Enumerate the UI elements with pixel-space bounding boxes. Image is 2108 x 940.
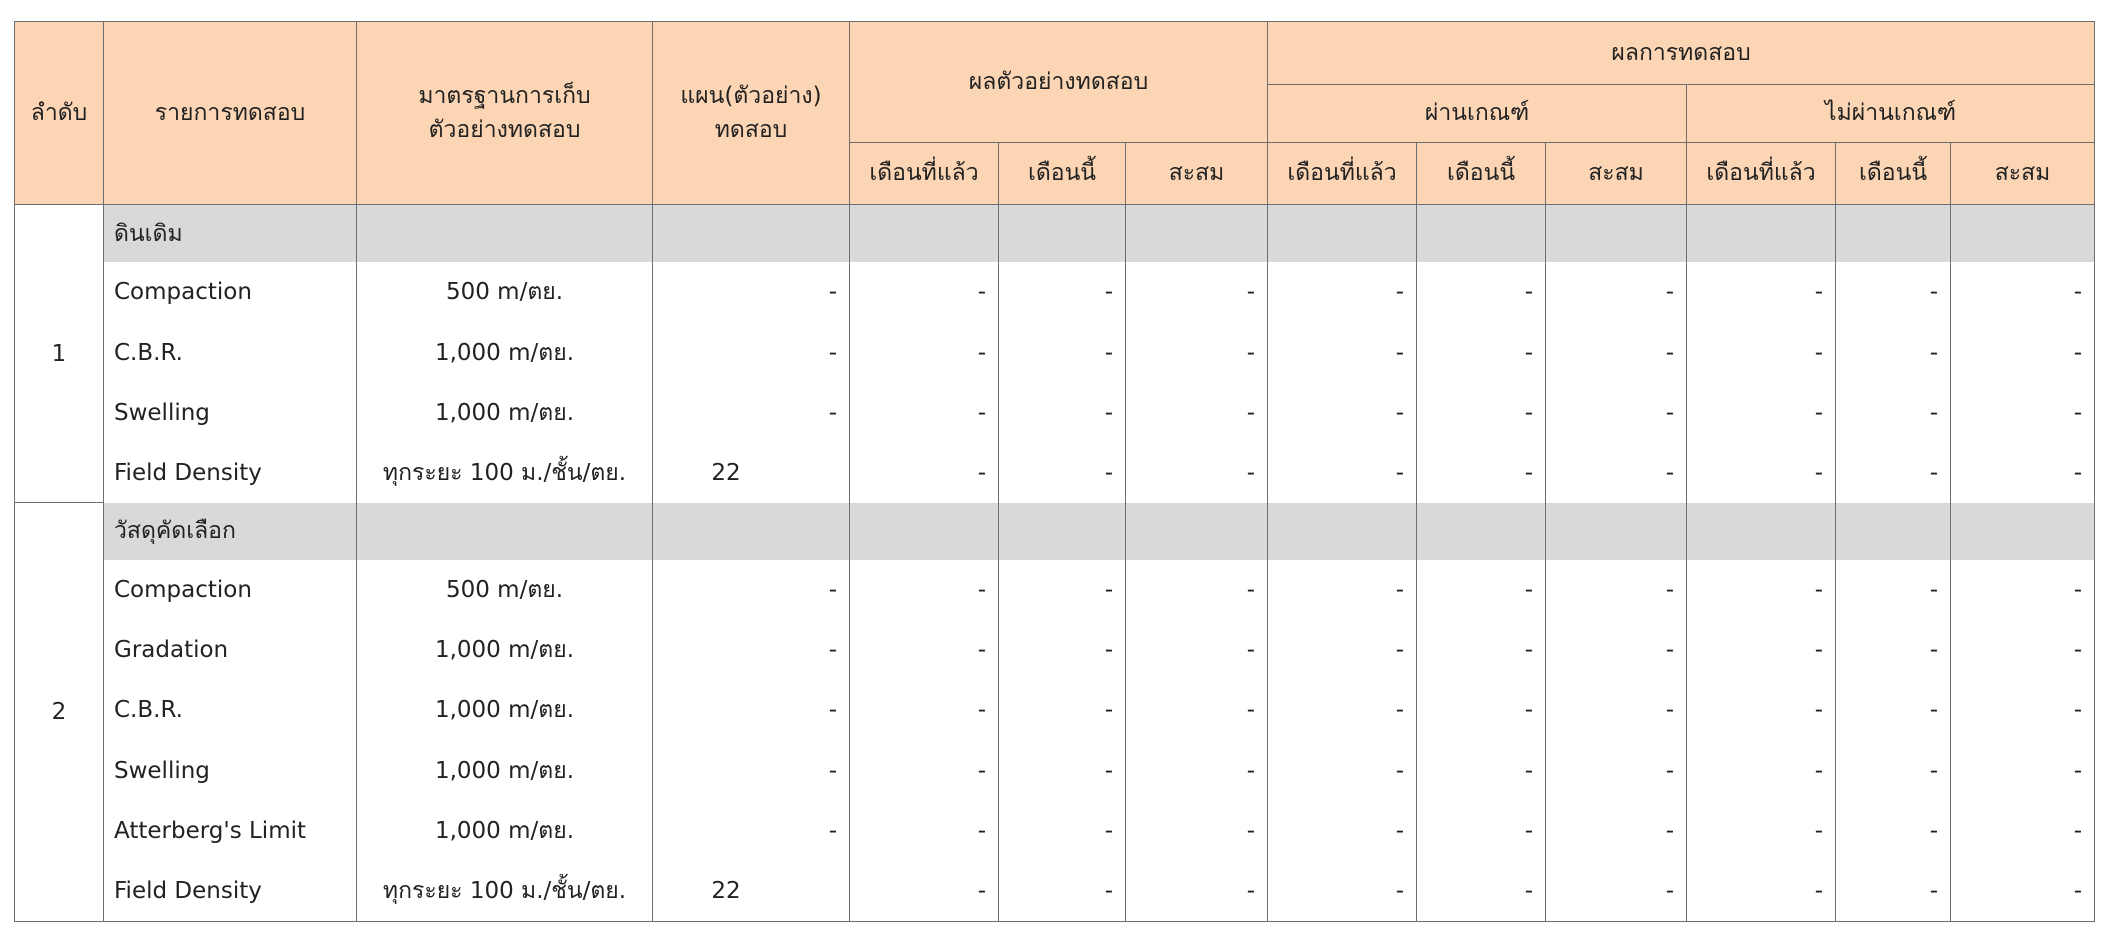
result-value: - bbox=[1417, 383, 1546, 443]
result-value: - bbox=[1836, 262, 1951, 322]
header-pass-this-month: เดือนนี้ bbox=[1417, 143, 1546, 205]
result-value: - bbox=[1836, 383, 1951, 443]
plan-value: - bbox=[653, 322, 850, 382]
result-value: - bbox=[1268, 741, 1417, 801]
group-blank-cell bbox=[1546, 205, 1687, 263]
result-value: - bbox=[1687, 861, 1836, 922]
result-value: - bbox=[1951, 443, 2095, 503]
result-value: - bbox=[1268, 861, 1417, 922]
group-blank-cell bbox=[1417, 205, 1546, 263]
result-value: - bbox=[1417, 861, 1546, 922]
result-value: - bbox=[1687, 620, 1836, 680]
result-value: - bbox=[850, 741, 999, 801]
header-standard bbox=[357, 22, 653, 205]
group-blank-cell bbox=[850, 503, 999, 560]
result-value: - bbox=[1546, 383, 1687, 443]
group-blank-cell bbox=[1126, 205, 1268, 263]
result-value: - bbox=[1951, 741, 2095, 801]
result-value: - bbox=[1687, 443, 1836, 503]
result-value: - bbox=[1546, 560, 1687, 620]
result-value: - bbox=[1268, 680, 1417, 740]
table-row bbox=[15, 560, 2095, 620]
group-blank-cell bbox=[1687, 205, 1836, 263]
group-name: วัสดุคัดเลือก bbox=[104, 503, 357, 560]
result-value: - bbox=[999, 741, 1126, 801]
header-standard-line1: มาตรฐานการเก็บ bbox=[418, 82, 591, 109]
result-value: - bbox=[850, 383, 999, 443]
table-header bbox=[15, 22, 2095, 205]
sampling-standard: 1,000 m/ตย. bbox=[357, 680, 653, 740]
table-row bbox=[15, 620, 2095, 680]
result-value: - bbox=[1951, 861, 2095, 922]
table-row bbox=[15, 322, 2095, 382]
group-index: 2 bbox=[15, 503, 104, 922]
test-name: Compaction bbox=[104, 560, 357, 620]
result-value: - bbox=[1951, 383, 2095, 443]
header-test-item: รายการทดสอบ bbox=[104, 22, 357, 205]
result-value: - bbox=[1836, 560, 1951, 620]
result-value: - bbox=[999, 560, 1126, 620]
header-fail-last-month: เดือนที่แล้ว bbox=[1687, 143, 1836, 205]
result-value: - bbox=[1268, 801, 1417, 861]
result-value: - bbox=[850, 801, 999, 861]
result-value: - bbox=[1687, 680, 1836, 740]
sampling-standard: 1,000 m/ตย. bbox=[357, 801, 653, 861]
result-value: - bbox=[850, 680, 999, 740]
result-value: - bbox=[999, 383, 1126, 443]
sampling-standard: 1,000 m/ตย. bbox=[357, 322, 653, 382]
result-value: - bbox=[1417, 322, 1546, 382]
result-value: - bbox=[999, 620, 1126, 680]
group-blank-cell bbox=[1951, 503, 2095, 560]
result-value: - bbox=[1126, 680, 1268, 740]
result-value: - bbox=[1417, 262, 1546, 322]
group-name: ดินเดิม bbox=[104, 205, 357, 263]
result-value: - bbox=[1268, 322, 1417, 382]
result-value: - bbox=[1546, 680, 1687, 740]
result-value: - bbox=[1951, 560, 2095, 620]
header-sample-this-month: เดือนนี้ bbox=[999, 143, 1126, 205]
result-value: - bbox=[1126, 262, 1268, 322]
result-value: - bbox=[1268, 620, 1417, 680]
result-value: - bbox=[1546, 262, 1687, 322]
result-value: - bbox=[1836, 680, 1951, 740]
result-value: - bbox=[1126, 322, 1268, 382]
group-blank-cell bbox=[1268, 205, 1417, 263]
table-row bbox=[15, 801, 2095, 861]
plan-value: - bbox=[653, 801, 850, 861]
plan-value: - bbox=[653, 560, 850, 620]
table-row bbox=[15, 383, 2095, 443]
sampling-standard: ทุกระยะ 100 ม./ชั้น/ตย. bbox=[357, 861, 653, 922]
test-name: Field Density bbox=[104, 861, 357, 922]
test-name: C.B.R. bbox=[104, 322, 357, 382]
sampling-standard: 1,000 m/ตย. bbox=[357, 383, 653, 443]
header-plan-line2: ทดสอบ bbox=[714, 117, 788, 143]
result-value: - bbox=[1546, 861, 1687, 922]
test-name: Compaction bbox=[104, 262, 357, 322]
header-sample-last-month: เดือนที่แล้ว bbox=[850, 143, 999, 205]
result-value: - bbox=[1546, 741, 1687, 801]
result-value: - bbox=[1417, 741, 1546, 801]
result-value: - bbox=[1417, 801, 1546, 861]
group-index: 1 bbox=[15, 205, 104, 503]
result-value: - bbox=[1951, 680, 2095, 740]
test-name: Atterberg's Limit bbox=[104, 801, 357, 861]
test-name: Swelling bbox=[104, 741, 357, 801]
header-test-results: ผลการทดสอบ bbox=[1268, 22, 2095, 85]
group-blank-cell bbox=[1417, 503, 1546, 560]
result-value: - bbox=[1836, 801, 1951, 861]
plan-value: - bbox=[653, 383, 850, 443]
test-name: Gradation bbox=[104, 620, 357, 680]
plan-value: 22 bbox=[653, 443, 850, 503]
result-value: - bbox=[1268, 443, 1417, 503]
result-value: - bbox=[1687, 801, 1836, 861]
result-value: - bbox=[999, 801, 1126, 861]
table-row bbox=[15, 680, 2095, 740]
result-value: - bbox=[1836, 861, 1951, 922]
result-value: - bbox=[999, 861, 1126, 922]
result-value: - bbox=[1546, 620, 1687, 680]
result-value: - bbox=[1126, 801, 1268, 861]
group-blank-cell bbox=[850, 205, 999, 263]
result-value: - bbox=[1126, 560, 1268, 620]
result-value: - bbox=[1836, 443, 1951, 503]
group-blank-cell bbox=[653, 503, 850, 560]
result-value: - bbox=[850, 262, 999, 322]
header-fail: ไม่ผ่านเกณฑ์ bbox=[1687, 85, 2095, 143]
group-blank-cell bbox=[1268, 503, 1417, 560]
result-value: - bbox=[1126, 861, 1268, 922]
plan-value: - bbox=[653, 741, 850, 801]
table-row bbox=[15, 741, 2095, 801]
result-value: - bbox=[999, 443, 1126, 503]
result-value: - bbox=[1268, 560, 1417, 620]
result-value: - bbox=[1417, 680, 1546, 740]
header-fail-cumulative: สะสม bbox=[1951, 143, 2095, 205]
header-index: ลำดับ bbox=[15, 22, 104, 205]
result-value: - bbox=[850, 443, 999, 503]
group-blank-cell bbox=[1951, 205, 2095, 263]
result-value: - bbox=[1417, 620, 1546, 680]
table-body bbox=[15, 205, 2095, 922]
plan-value: - bbox=[653, 620, 850, 680]
result-value: - bbox=[1268, 262, 1417, 322]
result-value: - bbox=[1836, 322, 1951, 382]
plan-value: 22 bbox=[653, 861, 850, 922]
group-blank-cell bbox=[1836, 205, 1951, 263]
result-value: - bbox=[1268, 383, 1417, 443]
group-row bbox=[15, 205, 2095, 263]
group-blank-cell bbox=[999, 205, 1126, 263]
header-fail-this-month: เดือนนี้ bbox=[1836, 143, 1951, 205]
header-pass-cumulative: สะสม bbox=[1546, 143, 1687, 205]
group-blank-cell bbox=[1687, 503, 1836, 560]
table-row bbox=[15, 443, 2095, 503]
header-plan-line1: แผน(ตัวอย่าง) bbox=[680, 82, 822, 109]
group-blank-cell bbox=[653, 205, 850, 263]
result-value: - bbox=[1546, 322, 1687, 382]
header-pass: ผ่านเกณฑ์ bbox=[1268, 85, 1687, 143]
test-name: C.B.R. bbox=[104, 680, 357, 740]
result-value: - bbox=[1126, 443, 1268, 503]
header-sample-cumulative: สะสม bbox=[1126, 143, 1268, 205]
test-name: Field Density bbox=[104, 443, 357, 503]
result-value: - bbox=[1836, 741, 1951, 801]
result-value: - bbox=[850, 861, 999, 922]
result-value: - bbox=[999, 262, 1126, 322]
result-value: - bbox=[1417, 560, 1546, 620]
header-pass-last-month: เดือนที่แล้ว bbox=[1268, 143, 1417, 205]
group-row bbox=[15, 503, 2095, 560]
result-value: - bbox=[1687, 560, 1836, 620]
group-blank-cell bbox=[1126, 503, 1268, 560]
result-value: - bbox=[999, 680, 1126, 740]
result-value: - bbox=[1126, 383, 1268, 443]
header-sample-results: ผลตัวอย่างทดสอบ bbox=[850, 22, 1268, 143]
group-blank-cell bbox=[357, 205, 653, 263]
sampling-standard: 500 m/ตย. bbox=[357, 262, 653, 322]
header-standard-line2: ตัวอย่างทดสอบ bbox=[428, 117, 581, 143]
result-value: - bbox=[1126, 620, 1268, 680]
result-value: - bbox=[1417, 443, 1546, 503]
result-value: - bbox=[1126, 741, 1268, 801]
sampling-standard: 1,000 m/ตย. bbox=[357, 741, 653, 801]
result-value: - bbox=[1687, 322, 1836, 382]
table-row bbox=[15, 262, 2095, 322]
result-value: - bbox=[1951, 801, 2095, 861]
header-plan bbox=[653, 22, 850, 205]
result-value: - bbox=[850, 322, 999, 382]
result-value: - bbox=[1836, 620, 1951, 680]
table-row bbox=[15, 861, 2095, 922]
plan-value: - bbox=[653, 680, 850, 740]
result-value: - bbox=[1687, 383, 1836, 443]
result-value: - bbox=[999, 322, 1126, 382]
sampling-standard: ทุกระยะ 100 ม./ชั้น/ตย. bbox=[357, 443, 653, 503]
result-value: - bbox=[1546, 443, 1687, 503]
test-name: Swelling bbox=[104, 383, 357, 443]
result-value: - bbox=[1951, 322, 2095, 382]
result-value: - bbox=[1687, 262, 1836, 322]
result-value: - bbox=[1687, 741, 1836, 801]
test-results-table bbox=[14, 21, 2095, 922]
group-blank-cell bbox=[1546, 503, 1687, 560]
result-value: - bbox=[1951, 262, 2095, 322]
group-blank-cell bbox=[357, 503, 653, 560]
plan-value: - bbox=[653, 262, 850, 322]
result-value: - bbox=[1951, 620, 2095, 680]
result-value: - bbox=[1546, 801, 1687, 861]
result-value: - bbox=[850, 560, 999, 620]
sampling-standard: 1,000 m/ตย. bbox=[357, 620, 653, 680]
sampling-standard: 500 m/ตย. bbox=[357, 560, 653, 620]
group-blank-cell bbox=[999, 503, 1126, 560]
result-value: - bbox=[850, 620, 999, 680]
group-blank-cell bbox=[1836, 503, 1951, 560]
